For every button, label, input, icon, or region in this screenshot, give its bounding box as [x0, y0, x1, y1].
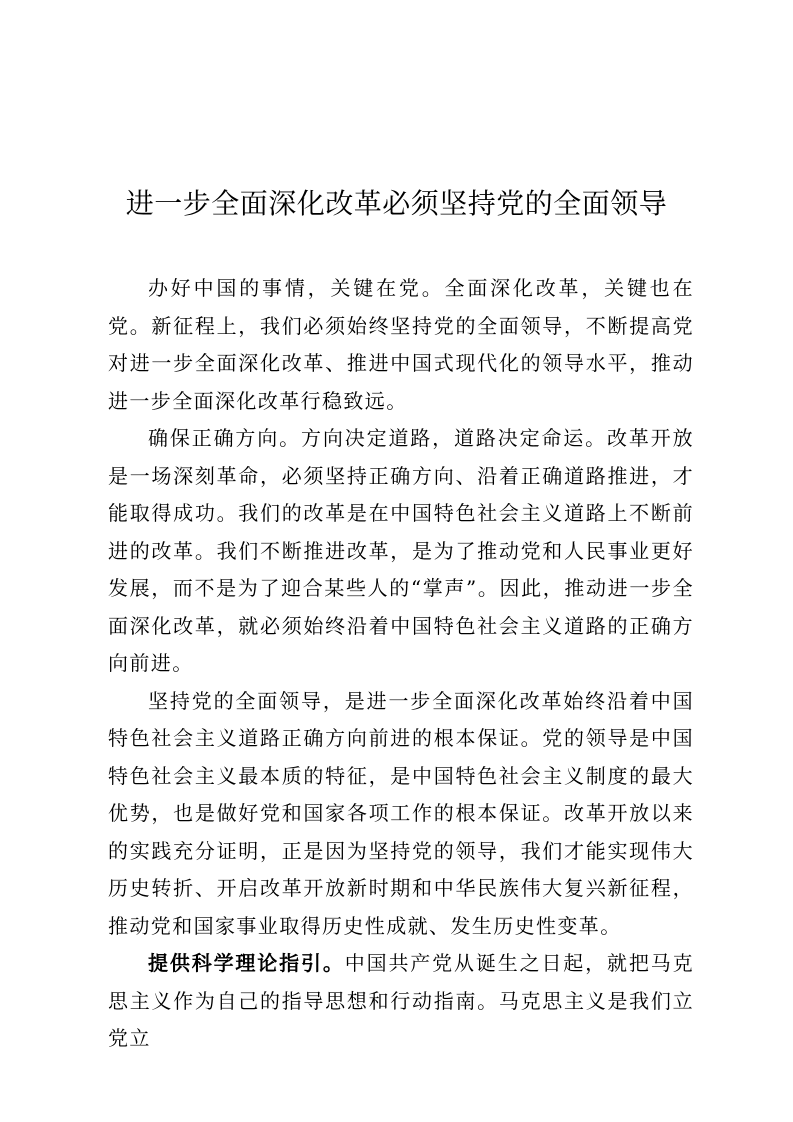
- paragraph-4-text: 中国共产党从诞生之日起，就把马克思主义作为自己的指导思想和行动指南。马克思主义是我们立党立: [108, 951, 694, 1050]
- paragraph-1-text: 办好中国的事情，关键在党。全面深化改革，关键也在党。新征程上，我们必须始终坚持党的全面领导，不断提高党对进一步全面深化改革、推进中国式现代化的领导水平，推动进一步全面深化改革行稳致远。: [108, 276, 694, 413]
- paragraph-3-text: 坚持党的全面领导，是进一步全面深化改革始终沿着中国特色社会主义道路正确方向前进的根本保证。党的领导是中国特色社会主义最本质的特征，是中国特色社会主义制度的最大优势，也是做好党和国家各项工作的根本保证。改革开放以来的实践充分证明，正是因为坚持党的领导，我们才能实现伟大历史转折、开启改革开放新时期和中华民族伟大复兴新征程，推动党和国家事业取得历史性成就、发生历史性变革。: [108, 688, 694, 938]
- paragraph-4-lead: 提供科学理论指引。: [148, 951, 345, 975]
- paragraph-2-text: 确保正确方向。方向决定道路，道路决定命运。改革开放是一场深刻革命，必须坚持正确方向、沿着正确道路推进，才能取得成功。我们的改革是在中国特色社会主义道路上不断前进的改革。我们不断推进改革，是为了推动党和人民事业更好发展，而不是为了迎合某些人的“掌声”。因此，推动进一步全面深化改革，就必须始终沿着中国特色社会主义道路的正确方向前进。: [108, 426, 694, 675]
- paragraph-2: [108, 420, 694, 683]
- document-body: [108, 270, 694, 1058]
- paragraph-4: [108, 945, 694, 1058]
- document-title: 进一步全面深化改革必须坚持党的全面领导: [125, 187, 668, 220]
- paragraph-1: [108, 270, 694, 420]
- paragraph-3: [108, 683, 694, 946]
